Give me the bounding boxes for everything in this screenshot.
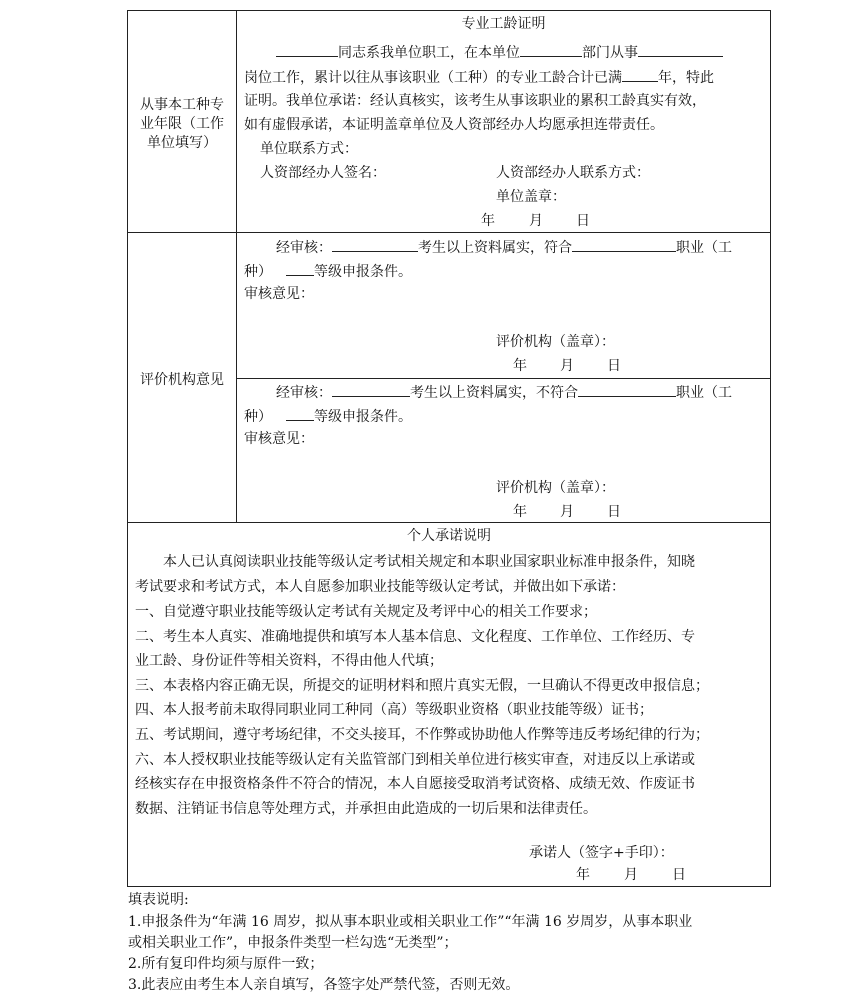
pledge-month: 月 — [624, 867, 638, 883]
eval-fail-month: 月 — [560, 504, 574, 520]
pledge-line: 本人已认真阅读职业技能等级认定考试相关规定和本职业国家职业标准申报条件，知晓 — [163, 554, 695, 570]
pledge-line: 考试要求和考试方式，本人自愿参加职业技能等级认定考试，并做出如下承诺： — [135, 579, 625, 595]
column-divider — [236, 10, 237, 523]
level-blank[interactable] — [286, 263, 314, 276]
table-border-bottom — [127, 886, 771, 887]
name-blank[interactable] — [276, 44, 338, 57]
eval-fail-opinion: 审核意见： — [244, 431, 314, 447]
cert-line-3: 证明。我单位承诺：经认真核实，该考生从事该职业的累积工龄真实有效， — [244, 93, 706, 109]
pledge-line: 三、本表格内容正确无误，所提交的证明材料和照片真实无假，一旦确认不得更改申报信息； — [135, 678, 709, 694]
hr-sign-label: 人资部经办人签名： — [260, 165, 386, 181]
note-line: 1.申报条件为“年满 16 周岁，拟从事本职业或相关职业工作”“年满 16 岁周岁，从事本职业 — [128, 914, 693, 930]
pledge-line: 业工龄、身份证件等相关资料，不得由他人代填； — [135, 653, 443, 669]
eval-fail-line1: 经审核： 考生以上资料属实，不符合 职业（工 — [276, 385, 732, 401]
date-day: 日 — [576, 213, 590, 229]
note-line: 2.所有复印件均须与原件一致； — [128, 956, 324, 972]
cert-line-2: 岗位工作，累计以往从事该职业（工种）的专业工龄合计已满 年，特此 — [244, 70, 714, 86]
table-border-top — [127, 10, 771, 11]
pledge-line: 五、考试期间，遵守考场纪律，不交头接耳，不作弊或协助他人作弊等违反考场纪律的行为； — [135, 727, 709, 743]
eval-fail-year: 年 — [513, 504, 527, 520]
cert-line-4: 如有虚假承诺，本证明盖章单位及人资部经办人均愿承担连带责任。 — [244, 117, 664, 133]
date-month: 月 — [529, 213, 543, 229]
pledge-line: 四、本人报考前未取得同职业同工种同（高）等级职业资格（职业技能等级）证书； — [135, 702, 653, 718]
pledge-line: 数据、注销证书信息等处理方式，并承担由此造成的一切后果和法律责任。 — [135, 801, 597, 817]
pledge-year: 年 — [576, 867, 590, 883]
hr-contact-label: 人资部经办人联系方式： — [496, 165, 650, 181]
pledge-line: 二、考生本人真实、准确地提供和填写本人基本信息、文化程度、工作单位、工作经历、专 — [135, 629, 695, 645]
eval-pass-line2: 种） 等级申报条件。 — [244, 264, 412, 280]
notes-title: 填表说明: — [128, 892, 189, 908]
pledge-title: 个人承诺说明 — [407, 528, 491, 544]
work-years-label-line2: 业年限（工作 — [140, 116, 224, 132]
occupation-blank[interactable] — [572, 239, 676, 252]
occupation-blank-2[interactable] — [578, 384, 676, 397]
level-blank-2[interactable] — [286, 408, 314, 421]
eval-fail-day: 日 — [607, 504, 621, 520]
note-line: 或相关职业工作”，申报条件类型一栏勾选“无类型”； — [128, 935, 458, 951]
pledge-line: 一、自觉遵守职业技能等级认定考试有关规定及考评中心的相关工作要求； — [135, 604, 597, 620]
work-years-label-line1: 从事本工种专 — [140, 97, 224, 113]
row-divider-inner — [236, 378, 771, 379]
date-year: 年 — [481, 213, 495, 229]
pledge-line: 经核实存在申报资格条件不符合的情况，本人自愿接受取消考试资格、成绩无效、作废证书 — [135, 776, 695, 792]
note-line: 3.此表应由考生本人亲自填写，各签字处严禁代签，否则无效。 — [128, 977, 520, 993]
work-years-label-line3: 单位填写） — [147, 135, 217, 151]
table-border-right — [770, 10, 771, 887]
eval-fail-seal: 评价机构（盖章）： — [496, 480, 615, 496]
eval-pass-month: 月 — [560, 358, 574, 374]
reviewer-blank-2[interactable] — [332, 384, 410, 397]
unit-seal-label: 单位盖章： — [496, 189, 566, 205]
work-years-title: 专业工龄证明 — [461, 16, 546, 32]
pledge-line: 六、本人授权职业技能等级认定有关监管部门到相关单位进行核实审查，对违反以上承诺或 — [135, 752, 695, 768]
evaluation-label: 评价机构意见 — [140, 372, 224, 388]
row-divider-2 — [127, 522, 771, 523]
eval-pass-seal: 评价机构（盖章）： — [496, 334, 615, 350]
years-blank[interactable] — [622, 69, 658, 82]
row-divider-1 — [127, 232, 771, 233]
reviewer-blank[interactable] — [332, 239, 418, 252]
pledge-day: 日 — [672, 867, 686, 883]
eval-pass-opinion: 审核意见： — [244, 286, 314, 302]
eval-pass-day: 日 — [607, 358, 621, 374]
pledge-signer-label: 承诺人（签字+手印）： — [529, 845, 674, 861]
eval-pass-line1: 经审核： 考生以上资料属实，符合 职业（工 — [276, 240, 732, 256]
eval-fail-line2: 种） 等级申报条件。 — [244, 409, 412, 425]
department-blank[interactable] — [638, 44, 723, 57]
unit-contact-label: 单位联系方式： — [260, 141, 358, 157]
unit-blank[interactable] — [520, 44, 582, 57]
cert-line-1: 同志系我单位职工，在本单位 部门从事 — [276, 44, 723, 60]
eval-pass-year: 年 — [513, 358, 527, 374]
